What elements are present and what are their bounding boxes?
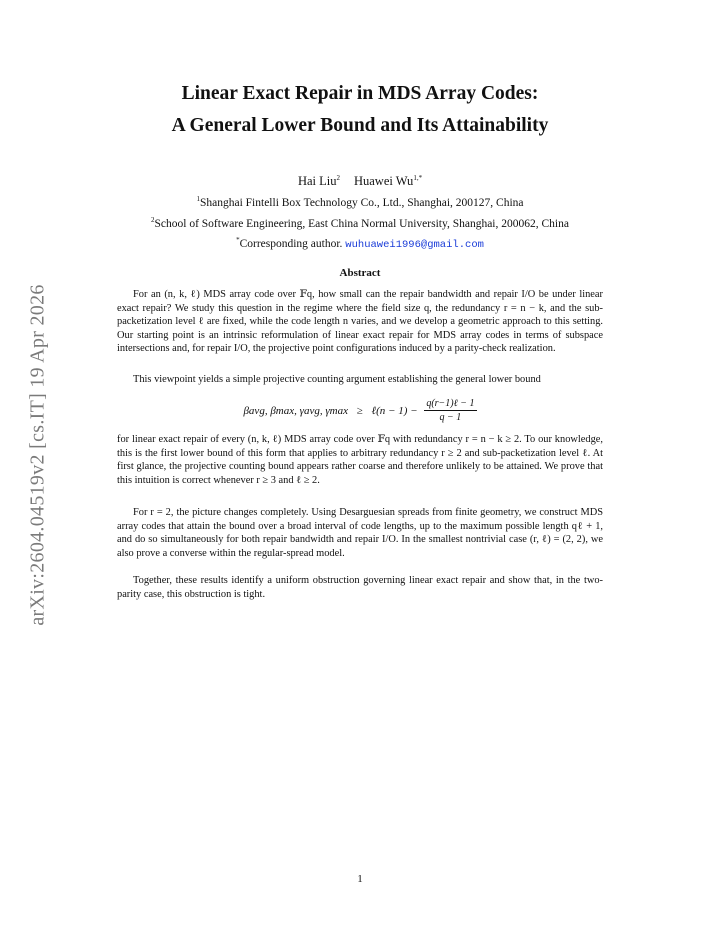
formula-fraction (424, 398, 476, 423)
affiliation-1-mark: 1 (196, 195, 200, 204)
arxiv-identifier: arXiv:2604.04519v2 [cs.IT] 19 Apr 2026 (26, 284, 49, 626)
affiliation-1 (0, 197, 720, 209)
paper-title-line-1: Linear Exact Repair in MDS Array Codes: (181, 83, 539, 104)
author-name-1: Hai Liu (297, 174, 337, 188)
lower-bound-formula (0, 398, 720, 423)
fraction-denominator: q − 1 (439, 412, 462, 423)
author-1-affiliation-mark: 2 (336, 173, 340, 182)
affiliation-2-text: School of Software Engineering, East China Normal University, Shanghai, 200062, China (154, 218, 569, 230)
formula-term: ℓ(n − 1) − (371, 404, 418, 417)
paper-title-line-2: A General Lower Bound and Its Attainability (171, 115, 549, 136)
formula-lhs: βavg, βmax, γavg, γmax (243, 404, 348, 417)
author-list (0, 174, 720, 189)
affiliation-1-text: Shanghai Fintelli Box Technology Co., Ltd., Shanghai, 200127, China (199, 197, 524, 209)
abstract-paragraph-5: Together, these results identify a uniform obstruction governing linear exact repair and show that, in the two-parity case, this obstruction is tight. (117, 575, 603, 600)
author-name-2: Huawei Wu (353, 174, 414, 188)
abstract-paragraph-4: For r = 2, the picture changes completely. Using Desarguesian spreads from finite geometry, we construct MDS array codes that attain the bound over a broad interval of code lengths, up to the maximum possible length qℓ + 1, and do so simultaneously for both repair bandwidth and repair I/O. In the smallest nontrivial case (r, ℓ) = (2, 2), we also prove a converse within the regular-spread model. (117, 507, 603, 559)
abstract-heading: Abstract (339, 267, 381, 279)
email-link[interactable]: wuhuawei1996@gmail.com (345, 239, 484, 251)
affiliation-2 (0, 218, 720, 230)
abstract-paragraph-1: For an (n, k, ℓ) MDS array code over 𝔽q, how small can the repair bandwidth and repair I/O be under linear exact repair? We study this question in the regime where the field size q, the redundancy r = n − k, and the sub-packetization level ℓ are fixed, while the code length n varies, and we develop a geometric approach to this setting. Our starting point is an intrinsic reformulation of linear exact repair for MDS array codes in terms of subspace intersections and, for repair I/O, the projective point configurations induced by a parity-check realization. (117, 289, 603, 355)
corresponding-mark: * (236, 236, 240, 245)
abstract-paragraph-3: for linear exact repair of every (n, k, ℓ) MDS array code over 𝔽q with redundancy r = n − k ≥ 2. To our knowledge, this is the first lower bound of this form that applies to arbitrary redundancy r ≥ 2 and sub-packetization level ℓ. At first glance, the projective counting bound appears rather coarse and therefore unlikely to be attained. We prove that this intuition is correct whenever r ≥ 3 and ℓ ≥ 2. (117, 434, 603, 486)
abstract-paragraph-2: This viewpoint yields a simple projective counting argument establishing the general lower bound (133, 374, 541, 385)
affiliation-2-mark: 2 (151, 216, 155, 225)
corresponding-author-note (0, 238, 720, 251)
page-number: 1 (357, 873, 363, 885)
formula-relation: ≥ (356, 404, 363, 417)
fraction-numerator: q(r−1)ℓ − 1 (426, 398, 475, 409)
corresponding-label: Corresponding author. (239, 238, 343, 250)
author-2-affiliation-mark: 1,* (413, 173, 423, 182)
